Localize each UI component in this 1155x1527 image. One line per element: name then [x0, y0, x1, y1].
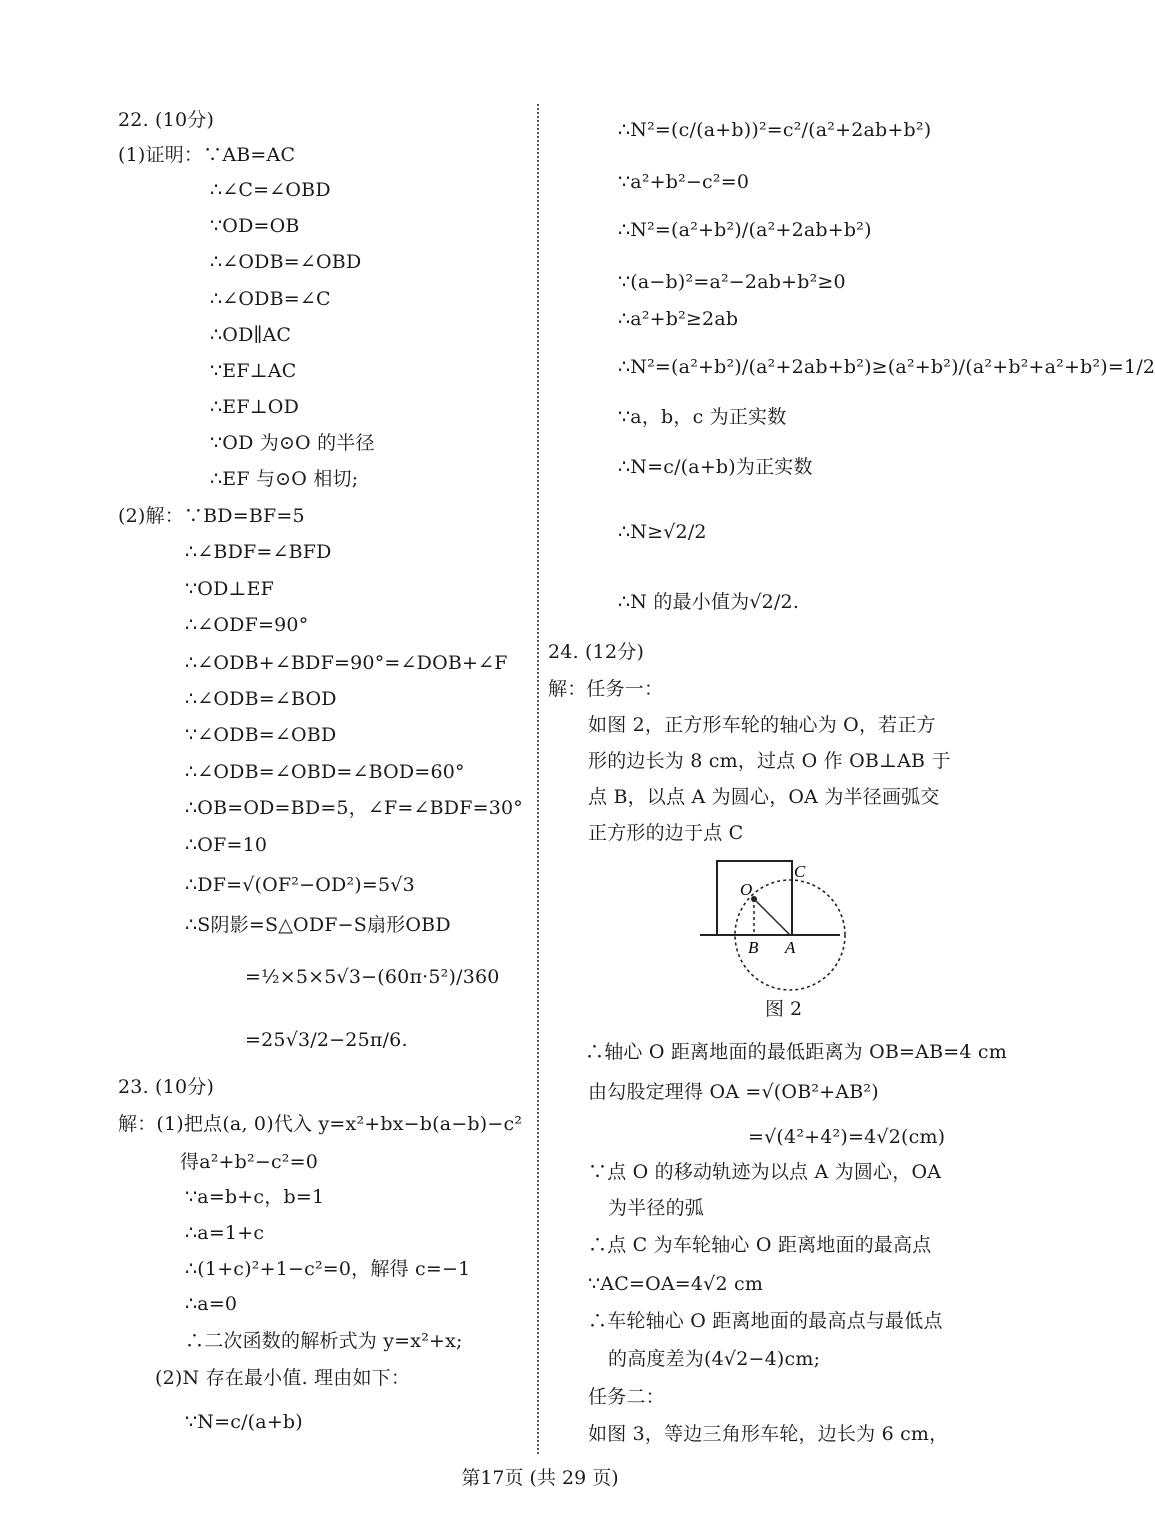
label-a: A: [785, 938, 796, 957]
left-line: ∴∠ODB+∠BDF=90°=∠DOB+∠F: [185, 652, 508, 674]
right-line: =√(4²+4²)=4√2(cm): [748, 1126, 946, 1148]
right-line: ∴轴心 O 距离地面的最低距离为 OB=AB=4 cm: [585, 1041, 1007, 1063]
left-line: ∴∠ODB=∠BOD: [185, 688, 337, 710]
right-line: 为半径的弧: [608, 1197, 705, 1219]
right-line: ∴N²=(a²+b²)/(a²+2ab+b²)≥(a²+b²)/(a²+b²+a²+b²)=1/2: [618, 356, 1155, 378]
left-line: 22. (10分): [118, 109, 215, 131]
right-line: 由勾股定理得 OA =√(OB²+AB²): [588, 1081, 879, 1103]
figure-caption: 图 2: [765, 998, 803, 1020]
left-line: ∴∠ODB=∠OBD: [210, 251, 362, 273]
left-line: ∴EF 与⊙O 相切;: [210, 468, 359, 490]
right-line: 点 B，以点 A 为圆心，OA 为半径画弧交: [588, 786, 940, 808]
figure-2-diagram: [700, 855, 850, 990]
label-b: B: [748, 938, 759, 957]
label-c: C: [794, 862, 806, 881]
left-line: 解：(1)把点(a, 0)代入 y=x²+bx−b(a−b)−c²: [118, 1113, 523, 1135]
left-line: ∵EF⊥AC: [210, 360, 297, 382]
left-line: ∵a=b+c，b=1: [185, 1186, 325, 1208]
left-line: 得a²+b²−c²=0: [180, 1151, 319, 1173]
right-line: ∴N 的最小值为√2/2.: [618, 591, 800, 613]
left-line: ∴OD∥AC: [210, 324, 292, 346]
right-line: ∵点 O 的移动轨迹为以点 A 为圆心，OA: [588, 1161, 942, 1183]
left-line: ∴OB=OD=BD=5，∠F=∠BDF=30°: [185, 797, 523, 819]
left-line: ∴∠C=∠OBD: [210, 179, 331, 201]
right-line: 任务二：: [588, 1386, 665, 1408]
page-footer: 第17页 (共 29 页): [461, 1467, 619, 1489]
right-line: ∵(a−b)²=a²−2ab+b²≥0: [618, 271, 846, 293]
right-line: 如图 3，等边三角形车轮，边长为 6 cm，: [588, 1423, 949, 1445]
right-line: 如图 2，正方形车轮的轴心为 O，若正方: [588, 714, 936, 736]
left-line: ∴OF=10: [185, 834, 268, 856]
left-line: ∴∠ODB=∠OBD=∠BOD=60°: [185, 761, 465, 783]
left-line: ∴∠ODB=∠C: [210, 288, 331, 310]
left-line: (2)N 存在最小值. 理由如下：: [155, 1367, 411, 1389]
left-line: ∵OD⊥EF: [185, 578, 275, 600]
left-line: ∴二次函数的解析式为 y=x²+x;: [185, 1330, 463, 1352]
left-line: ∴DF=√(OF²−OD²)=5√3: [185, 874, 415, 896]
left-line: ∴(1+c)²+1−c²=0，解得 c=−1: [185, 1258, 471, 1280]
right-line: ∴车轮轴心 O 距离地面的最高点与最低点: [588, 1310, 943, 1332]
left-line: ∴S阴影=S△ODF−S扇形OBD: [185, 914, 451, 936]
right-line: ∵a，b，c 为正实数: [618, 406, 787, 428]
column-divider: [537, 104, 539, 1454]
left-line: ∴EF⊥OD: [210, 396, 300, 418]
right-line: 形的边长为 8 cm，过点 O 作 OB⊥AB 于: [588, 750, 951, 772]
right-line: 的高度差为(4√2−4)cm;: [608, 1348, 821, 1370]
right-line: ∴N²=(a²+b²)/(a²+2ab+b²): [618, 219, 872, 241]
left-line: ∵N=c/(a+b): [185, 1411, 303, 1433]
right-line: ∴a²+b²≥2ab: [618, 308, 739, 330]
left-line: =½×5×5√3−(60π·5²)/360: [245, 966, 500, 988]
left-line: ∴∠ODF=90°: [185, 614, 309, 636]
left-line: 23. (10分): [118, 1076, 215, 1098]
right-line: ∴N=c/(a+b)为正实数: [618, 456, 813, 478]
right-line: ∵a²+b²−c²=0: [618, 171, 750, 193]
segment-oa: [754, 899, 790, 935]
right-line: ∴N≥√2/2: [618, 521, 707, 543]
label-o: O: [740, 880, 753, 899]
left-line: ∵OD=OB: [210, 215, 300, 237]
right-line: ∴点 C 为车轮轴心 O 距离地面的最高点: [588, 1234, 932, 1256]
right-line: 解：任务一：: [548, 678, 664, 700]
left-line: ∵∠ODB=∠OBD: [185, 724, 337, 746]
left-line: ∵OD 为⊙O 的半径: [210, 432, 375, 454]
right-line: 正方形的边于点 C: [588, 822, 744, 844]
left-line: =25√3/2−25π/6.: [245, 1029, 408, 1051]
left-line: (1)证明：∵AB=AC: [118, 144, 296, 166]
left-line: ∴a=1+c: [185, 1222, 265, 1244]
right-line: ∴N²=(c/(a+b))²=c²/(a²+2ab+b²): [618, 119, 932, 141]
left-line: (2)解：∵BD=BF=5: [118, 505, 305, 527]
left-line: ∴∠BDF=∠BFD: [185, 541, 332, 563]
right-line: 24. (12分): [548, 641, 645, 663]
left-line: ∴a=0: [185, 1293, 238, 1315]
right-line: ∵AC=OA=4√2 cm: [588, 1273, 764, 1295]
